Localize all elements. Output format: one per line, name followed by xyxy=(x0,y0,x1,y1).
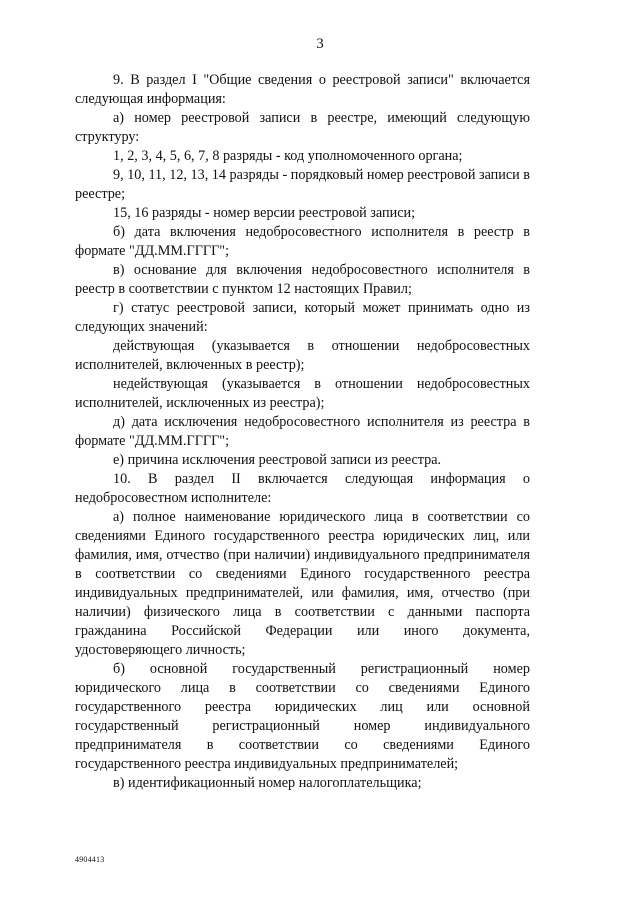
page-number: 3 xyxy=(316,36,324,52)
paragraph-9g: г) статус реестровой записи, который может принимать одно из следующих значений: xyxy=(75,300,530,335)
paragraph-9: 9. В раздел I "Общие сведения о реестровой записи" включается следующая информация: xyxy=(75,72,530,107)
paragraph-9a-digits-15-16: 15, 16 разряды - номер версии реестровой записи; xyxy=(113,205,416,221)
paragraph-9a-digits-1-8: 1, 2, 3, 4, 5, 6, 7, 8 разряды - код уполномоченного органа; xyxy=(113,148,463,164)
paragraph-9d: д) дата исключения недобросовестного исполнителя из реестра в формате "ДД.ММ.ГГГГ"; xyxy=(75,414,530,449)
paragraph-9b: б) дата включения недобросовестного исполнителя в реестр в формате "ДД.ММ.ГГГГ"; xyxy=(75,224,530,259)
document-body xyxy=(75,71,530,793)
paragraph-10a: а) полное наименование юридического лица в соответствии со сведениями Единого государственного реестра юридических лиц, или фамилия, имя, отчество (при наличии) индивидуального предпринимателя в соответствии со сведениями Единого государственного реестра индивидуальных предпринимателей, или фамилия, имя, отчество (при наличии) физического лица в соответствии с данными паспорта гражданина Российской Федерации или иного документа, удостоверяющего личность; xyxy=(75,509,530,658)
paragraph-9g-inactive: недействующая (указывается в отношении недобросовестных исполнителей, исключенных из реестра); xyxy=(75,376,530,411)
paragraph-10b: б) основной государственный регистрационный номер юридического лица в соответствии со сведениями Единого государственного реестра юридических лиц или основной государственный регистрационный номер индивидуального предпринимателя в соответствии со сведениями Единого государственного реестра индивидуальных предпринимателей; xyxy=(75,661,530,772)
paragraph-9a-digits-9-14: 9, 10, 11, 12, 13, 14 разряды - порядковый номер реестровой записи в реестре; xyxy=(75,167,530,202)
paragraph-9v: в) основание для включения недобросовестного исполнителя в реестр в соответствии с пунктом 12 настоящих Правил; xyxy=(75,262,530,297)
document-code: 4904413 xyxy=(75,855,105,864)
paragraph-10v: в) идентификационный номер налогоплательщика; xyxy=(113,775,422,791)
paragraph-9g-active: действующая (указывается в отношении недобросовестных исполнителей, включенных в реестр); xyxy=(75,338,530,373)
paragraph-10: 10. В раздел II включается следующая информация о недобросовестном исполнителе: xyxy=(75,471,530,506)
paragraph-9e: е) причина исключения реестровой записи из реестра. xyxy=(113,452,442,468)
paragraph-9a: а) номер реестровой записи в реестре, имеющий следующую структуру: xyxy=(75,110,530,145)
